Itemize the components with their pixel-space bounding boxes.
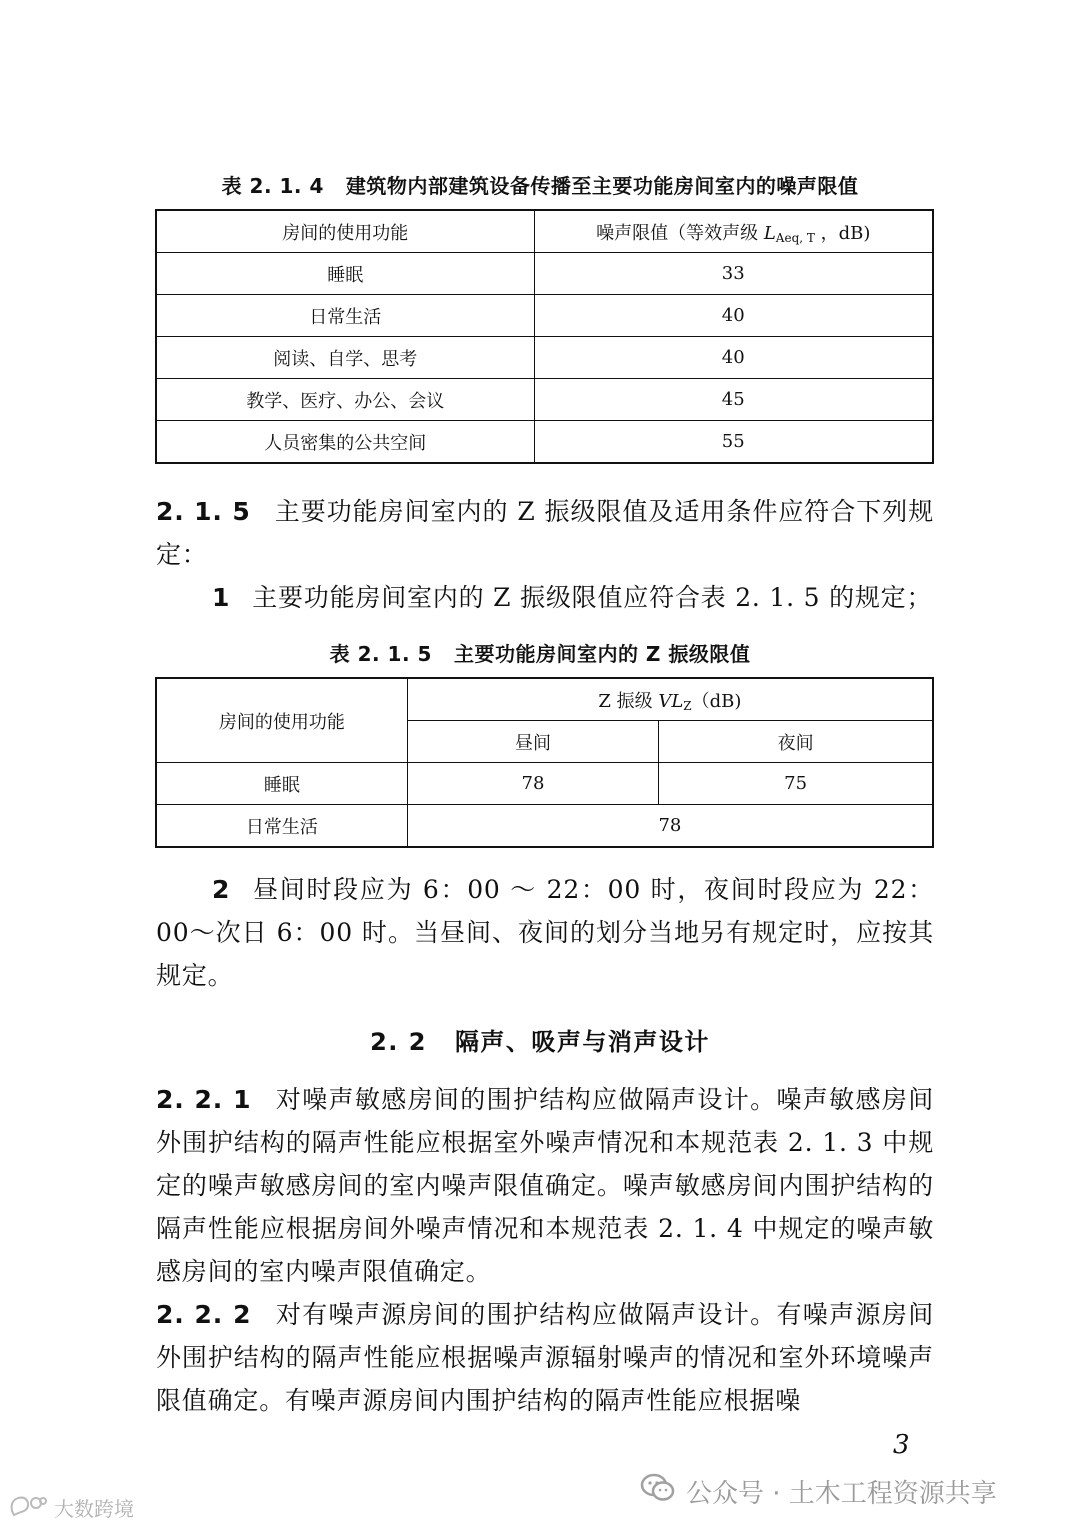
table-cell: 75	[659, 763, 933, 805]
table-cell: 78	[407, 805, 933, 848]
watermark-text: 公众号 · 土木工程资源共享	[686, 1478, 997, 1509]
clause-text: 主要功能房间室内的 Z 振级限值及适用条件应符合下列规定：	[156, 497, 934, 569]
watermark-brand	[8, 1492, 134, 1522]
table-row	[156, 805, 933, 848]
header-text: （dB)	[691, 690, 742, 712]
clause-paragraph	[156, 490, 934, 576]
clause-text: 对有噪声源房间的围护结构应做隔声设计。有噪声源房间外围护结构的隔声性能应根据噪声源辐射噪声的情况和室外环境噪声限值确定。有噪声源房间内围护结构的隔声性能应根据噪	[156, 1300, 934, 1415]
header-cell	[534, 210, 933, 253]
section-number: 2. 2	[370, 1028, 427, 1056]
header-text: ，dB)	[814, 222, 871, 244]
table-row	[156, 379, 933, 421]
clause-number: 2. 2. 1	[156, 1085, 252, 1114]
table-cell: 55	[534, 421, 933, 464]
clause-number: 2. 2. 2	[156, 1300, 252, 1329]
wechat-icon	[640, 1473, 676, 1510]
item-text: 主要功能房间室内的 Z 振级限值应符合表 2. 1. 5 的规定；	[252, 583, 933, 612]
table-2-1-4	[155, 209, 934, 464]
subscript: Z	[683, 698, 692, 713]
table-cell: 45	[534, 379, 933, 421]
table-2-1-5-title: 主要功能房间室内的 Z 振级限值	[453, 642, 751, 666]
subscript: Aeq, T	[775, 230, 815, 245]
list-item	[156, 576, 934, 619]
table-2-1-5-number: 表 2. 1. 5	[329, 642, 432, 666]
table-cell: 日常生活	[156, 805, 407, 848]
table-2-1-5	[155, 677, 934, 848]
header-cell	[407, 678, 933, 721]
header-cell: 房间的使用功能	[156, 678, 407, 763]
header-cell: 房间的使用功能	[156, 210, 534, 253]
clause-paragraph	[156, 1293, 934, 1422]
table-row	[156, 253, 933, 295]
section-title: 隔声、吸声与消声设计	[454, 1028, 710, 1056]
table-cell: 教学、医疗、办公、会议	[156, 379, 534, 421]
table-row	[156, 295, 933, 337]
table-cell: 78	[407, 763, 658, 805]
header-cell: 夜间	[659, 721, 933, 763]
table-cell: 33	[534, 253, 933, 295]
table-header-row	[156, 678, 933, 721]
table-row	[156, 337, 933, 379]
table-2-1-4-caption	[0, 170, 1080, 199]
table-header-row	[156, 210, 933, 253]
table-2-1-4-number: 表 2. 1. 4	[221, 174, 324, 198]
clauses-2-2	[156, 1078, 934, 1422]
chat-bubble-icon	[8, 1493, 48, 1522]
clause-number: 2. 1. 5	[156, 497, 251, 526]
table-row	[156, 421, 933, 464]
watermark-text: 大数跨境	[54, 1496, 134, 1521]
item-text: 昼间时段应为 6：00 ～ 22：00 时，夜间时段应为 22：00～次日 6：00 时。当昼间、夜间的划分当地另有规定时，应按其规定。	[156, 875, 934, 990]
header-text: Z 振级	[598, 690, 659, 712]
table-cell: 睡眠	[156, 253, 534, 295]
list-item	[156, 868, 934, 997]
watermark-wechat	[640, 1471, 997, 1511]
table-row	[156, 763, 933, 805]
symbol: VL	[658, 690, 684, 712]
symbol: L	[763, 222, 776, 244]
table-2-1-4-title: 建筑物内部建筑设备传播至主要功能房间室内的噪声限值	[345, 174, 859, 198]
table-cell: 40	[534, 295, 933, 337]
item-number: 2	[212, 875, 231, 904]
page-number: 3	[893, 1430, 910, 1460]
clause-2-1-5	[156, 490, 934, 619]
table-cell: 睡眠	[156, 763, 407, 805]
table-2-1-5-caption	[0, 638, 1080, 667]
table-cell: 阅读、自学、思考	[156, 337, 534, 379]
table-cell: 40	[534, 337, 933, 379]
header-text: 噪声限值（等效声级	[596, 222, 764, 244]
header-cell: 昼间	[407, 721, 658, 763]
item-number: 1	[212, 583, 231, 612]
table-cell: 人员密集的公共空间	[156, 421, 534, 464]
item-2	[156, 868, 934, 997]
table-cell: 日常生活	[156, 295, 534, 337]
clause-paragraph	[156, 1078, 934, 1293]
clause-text: 对噪声敏感房间的围护结构应做隔声设计。噪声敏感房间外围护结构的隔声性能应根据室外噪声情况和本规范表 2. 1. 3 中规定的噪声敏感房间的室内噪声限值确定。噪声敏感房间内围护结构的隔声性能应根据房间外噪声情况和本规范表 2. 1. 4 中规定的噪声敏感房间的室内噪声限值确定。	[156, 1085, 934, 1286]
section-heading	[0, 1022, 1080, 1057]
